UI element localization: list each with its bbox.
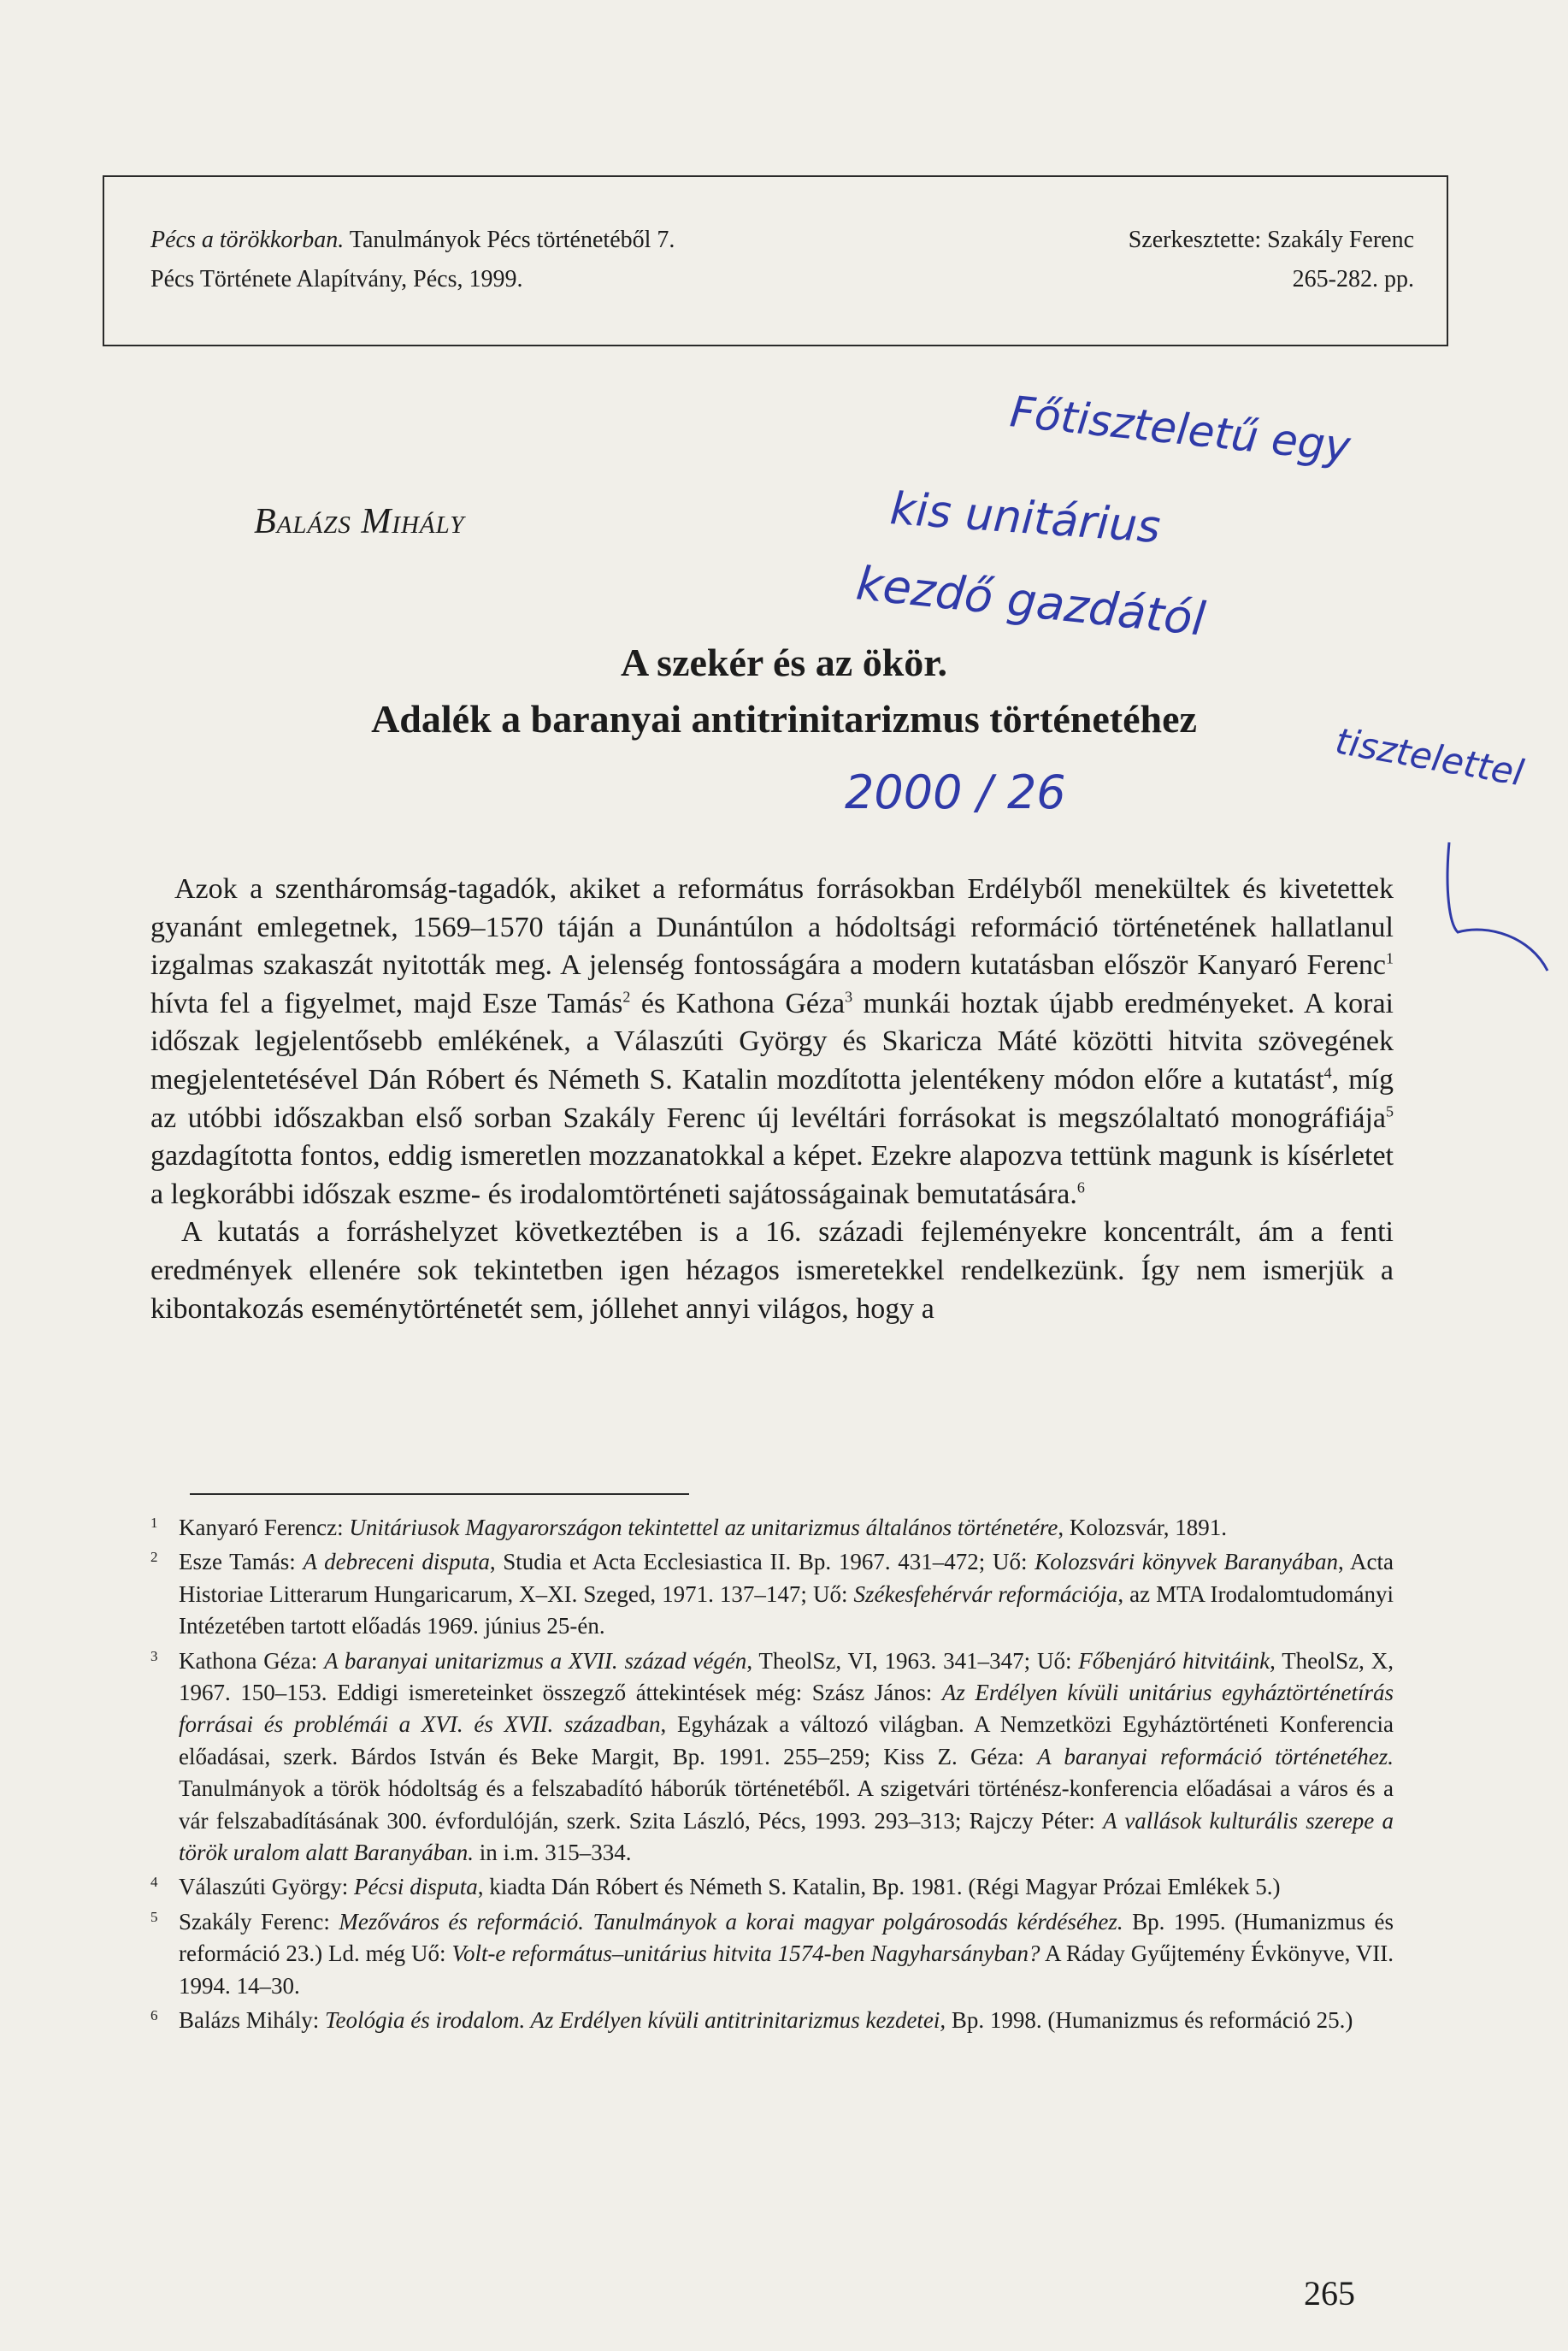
footnote-text: , Studia et Acta Ecclesiastica II. Bp. 1967. 431–472; Uő: (489, 1549, 1035, 1575)
footnote-title: Az Erdélyen kívüli unitárius egyháztörténetírás forrásai és problémái a XVI. és XVII. században (179, 1680, 1394, 1738)
footnote-ref-3[interactable]: 3 (845, 988, 853, 1006)
footnote-text: Esze Tamás: (179, 1549, 304, 1575)
header-publisher: Pécs Története Alapítvány, Pécs, 1999. (150, 266, 523, 292)
footnote-ref-2[interactable]: 2 (622, 988, 631, 1006)
paragraph-1: Azok a szentháromság-tagadók, akiket a református forrásokban Erdélyből menekültek és kivetettek gyanánt emlegetnek, 1569–1570 táján a Dunántúlon a hódoltsági reformáció történetének hallatlanul izgalmas szakaszát nyitották meg. A jelenség fontosságára a modern kutatásban először Kanyaró Ferenc$^1$ hívta fel a figyelmet, majd Esze Tamás$^2$ és Kathona Géza$^3$ munkái hoztak újabb eredményeket. A korai időszak legjelentősebb emlékének, a Válaszúti György és Skaricza Máté közötti hitvita szövegének megjelentetésével Dán Róbert és Németh S. Katalin mozdította jelentékeny módon előre a kutatást$^4$, míg az utóbbi időszakban első sorban Szakály Ferenc új levéltári forrásokat is megszólaltató monográfiája$^5$ gazdagította fontos, eddig ismeretlen mozzanatokkal a képet. Ezekre alapozva tettünk magunk is kísérletet a legkorábbi időszak eszme- és irodalomtörténeti sajátosságainak bemutatására.$^6$ (150, 873, 1394, 1210)
footnote-text: Bp. 1998. (Humanizmus és reformáció 25.) (946, 2007, 1353, 2034)
footnote-text: , TheolSz, X, 1967. 150–153. Eddigi ismereteinket összegző áttekintések még: Szász János: (179, 1647, 1394, 1706)
footnote-title: Volt-e református–unitárius hitvita 1574-ben Nagyharsányban? (451, 1940, 1040, 1967)
header-source: Pécs a törökkorban. Tanulmányok Pécs történetéből 7. (150, 227, 675, 253)
footnote-title: Unitáriusok Magyarországon tekintettel az unitarizmus általános történetére (349, 1515, 1058, 1540)
handwriting-line-4: tisztelettel (1332, 719, 1527, 794)
footnote-text: Válaszúti György: (179, 1874, 354, 1900)
footnote-1 (150, 1512, 1394, 1544)
handwriting-date: 2000 / 26 (845, 765, 1066, 819)
paragraph-2: A kutatás a forráshelyzet következtében is a 16. századi fejleményekre koncentrált, ám a fenti eredmények ellenére sok tekintetben igen hézagos ismeretekkel rendelkezünk. Így nem ismerjük a kibontakozás eseménytörténetét sem, jóllehet annyi világos, hogy a (150, 1216, 1394, 1325)
footnote-number: 3 (150, 1647, 158, 1664)
footnote-title: A baranyai reformáció történetéhez. (1037, 1743, 1394, 1769)
article-title: A szekér és az ökör. (620, 641, 947, 684)
footnote-3 (150, 1645, 1394, 1870)
footnote-ref-5[interactable]: 5 (1386, 1102, 1394, 1120)
footnote-title: Pécsi disputa (353, 1874, 478, 1900)
footnote-text: , Acta Historiae Litterarum Hungaricarum, X–XI. Szeged, 1971. 137–147; Uő: (179, 1549, 1394, 1607)
bibliographic-header-box (103, 175, 1448, 346)
footnote-text: in i.m. 315–334. (474, 1840, 632, 1866)
footnote-ref-4[interactable]: 4 (1323, 1064, 1332, 1082)
footnote-number: 5 (150, 1908, 158, 1925)
footnote-title: Főbenjáró hitvitáink (1078, 1647, 1270, 1674)
article-subtitle: Adalék a baranyai antitrinitarizmus történetéhez (371, 697, 1197, 741)
footnote-text: Szakály Ferenc: (179, 1908, 339, 1935)
footnote-text: Kathona Géza: (179, 1647, 325, 1674)
header-line-1 (150, 227, 1414, 254)
footnote-text: , kiadta Dán Róbert és Németh S. Katalin, Bp. 1981. (Régi Magyar Prózai Emlékek 5.) (477, 1874, 1281, 1900)
footnote-text: Balázs Mihály: (179, 2007, 325, 2034)
footnote-number: 4 (150, 1874, 158, 1891)
footnote-divider (190, 1493, 689, 1495)
footnote-title: A debreceni disputa (303, 1549, 490, 1575)
header-editor: Szerkesztette: Szakály Ferenc (1128, 227, 1414, 253)
handwriting-line-3: kezdő gazdától (853, 556, 1208, 647)
footnote-title: A vallások kulturális szerepe a török uralom alatt Baranyában. (179, 1807, 1394, 1866)
footnote-text: , Kolozsvár, 1891. (1058, 1515, 1227, 1540)
footnote-title: Székesfehérvár reformációja (853, 1580, 1118, 1607)
footnote-text: A Ráday Gyűjtemény Évkönyve, VII. 1994. 14–30. (179, 1940, 1394, 1999)
author-name: Balázs Mihály (254, 502, 465, 541)
handwriting-line-1: Főtiszteletű egy (1007, 387, 1353, 472)
footnote-text: Tanulmányok a török hódoltság és a felszabadító háborúk történetéből. A szigetvári történész-konferencia előadásai a város és a vár felszabadításának 300. évfordulóján, szerk. Szita László, Pécs, 1993. 293–313; Rajczy Péter: (179, 1775, 1394, 1834)
footnote-6 (150, 2005, 1394, 2036)
footnotes (150, 1512, 1394, 2040)
footnote-text: , TheolSz, VI, 1963. 341–347; Uő: (746, 1647, 1079, 1674)
footnote-number: 6 (150, 2007, 158, 2024)
footnote-number: 2 (150, 1549, 158, 1566)
footnote-title: A baranyai unitarizmus a XVII. század végén (324, 1647, 747, 1674)
footnote-text: , Egyházak a változó világban. A Nemzetközi Egyháztörténeti Konferencia előadásai, szerk. Bárdos István és Beke Margit, Bp. 1991. 255–259; Kiss Z. Géza: (179, 1711, 1394, 1769)
handwriting-line-2: kis unitárius (888, 483, 1163, 554)
footnote-title: Teológia és irodalom. Az Erdélyen kívüli antitrinitarizmus kezdetei, (324, 2007, 946, 2034)
footnote-4 (150, 1871, 1394, 1903)
footnote-title: Kolozsvári könyvek Baranyában (1035, 1549, 1339, 1575)
footnote-ref-1[interactable]: 1 (1386, 949, 1394, 967)
header-line-2 (150, 266, 1414, 293)
handwriting-flourish (1447, 842, 1547, 971)
header-pages: 265-282. pp. (1292, 266, 1414, 292)
footnote-text: Bp. 1995. (Humanizmus és reformáció 23.) Ld. még Uő: (179, 1908, 1394, 1967)
footnote-5 (150, 1906, 1394, 2002)
footnote-text: Kanyaró Ferencz: (179, 1515, 350, 1540)
footnote-number: 1 (150, 1515, 158, 1531)
footnote-text: , az MTA Irodalomtudományi Intézetében tartott előadás 1969. június 25-én. (179, 1580, 1394, 1639)
body-text (150, 871, 1394, 1328)
page-number: 265 (1304, 2274, 1355, 2313)
footnote-2 (150, 1546, 1394, 1642)
footnote-title: Mezőváros és reformáció. Tanulmányok a korai magyar polgárosodás kérdéséhez. (339, 1908, 1123, 1935)
footnote-ref-6[interactable]: 6 (1076, 1178, 1085, 1196)
